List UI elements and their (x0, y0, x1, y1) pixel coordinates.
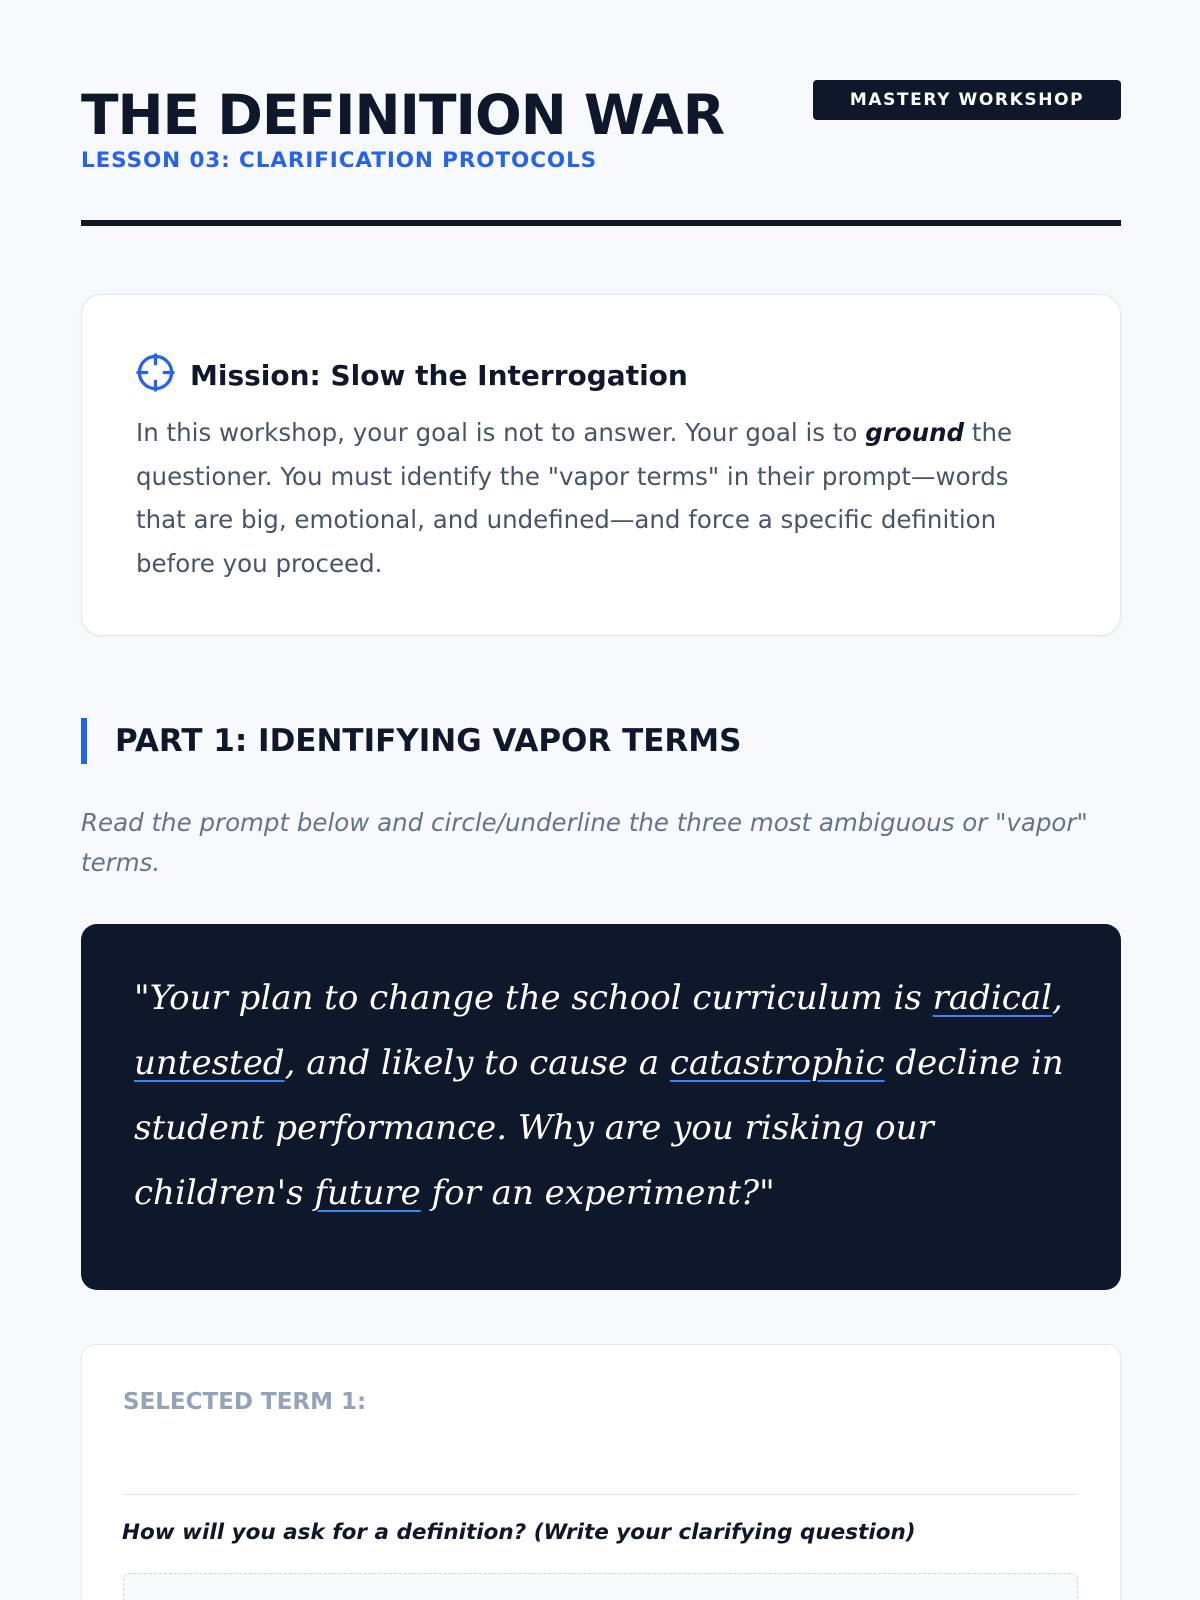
part1-instructions: Read the prompt below and circle/underline the three most ambiguous or "vapor" terms. (81, 808, 1088, 877)
clarifying-question-input[interactable] (123, 1573, 1078, 1600)
mission-emphasis-word: ground (865, 418, 965, 447)
vapor-term-catastrophic[interactable]: catastrophic (669, 1043, 885, 1083)
quote-segment: , and likely to cause a (284, 1043, 670, 1083)
prompt-quote (134, 966, 1094, 1226)
quote-segment: , (1051, 978, 1063, 1018)
worksheet-page (81, 0, 1121, 1545)
selected-term-label: SELECTED TERM 1: (123, 1389, 367, 1415)
workshop-badge: MASTERY WORKSHOP (813, 80, 1121, 120)
crosshair-icon (136, 353, 190, 397)
clarifying-question-label: How will you ask for a definition? (Write your clarifying question) (122, 1520, 916, 1545)
term-worksheet-card (81, 1344, 1121, 1600)
mission-card (81, 294, 1121, 636)
quote-segment: "Your plan to change the school curriculum is (134, 978, 933, 1018)
mission-text-after: the questioner. You must identify the "vapor terms" in their prompt—words that are big, emotional, and undefined—and force a specific definition before you proceed. (136, 418, 1013, 578)
mission-text-before: In this workshop, your goal is not to answer. Your goal is to (136, 418, 866, 447)
vapor-term-radical[interactable]: radical (932, 978, 1052, 1018)
section-accent-bar (81, 718, 87, 764)
page-title: THE DEFINITION WAR (81, 83, 725, 147)
part1-title: PART 1: IDENTIFYING VAPOR TERMS (115, 723, 742, 759)
part1-heading (81, 718, 741, 764)
selected-term-input[interactable] (123, 1433, 1078, 1495)
prompt-quote-box (81, 924, 1121, 1290)
mission-description (136, 411, 1056, 585)
quote-segment: decline in student performance. Why are you risking our children's (134, 1043, 1064, 1213)
page-header (81, 0, 1121, 228)
header-divider (81, 220, 1121, 226)
mission-title: Mission: Slow the Interrogation (190, 358, 688, 392)
lesson-subtitle: LESSON 03: CLARIFICATION PROTOCOLS (81, 148, 598, 173)
vapor-term-future[interactable]: future (314, 1173, 421, 1213)
mission-heading (136, 353, 688, 397)
vapor-term-untested[interactable]: untested (134, 1043, 285, 1083)
quote-segment: for an experiment?" (420, 1173, 775, 1213)
